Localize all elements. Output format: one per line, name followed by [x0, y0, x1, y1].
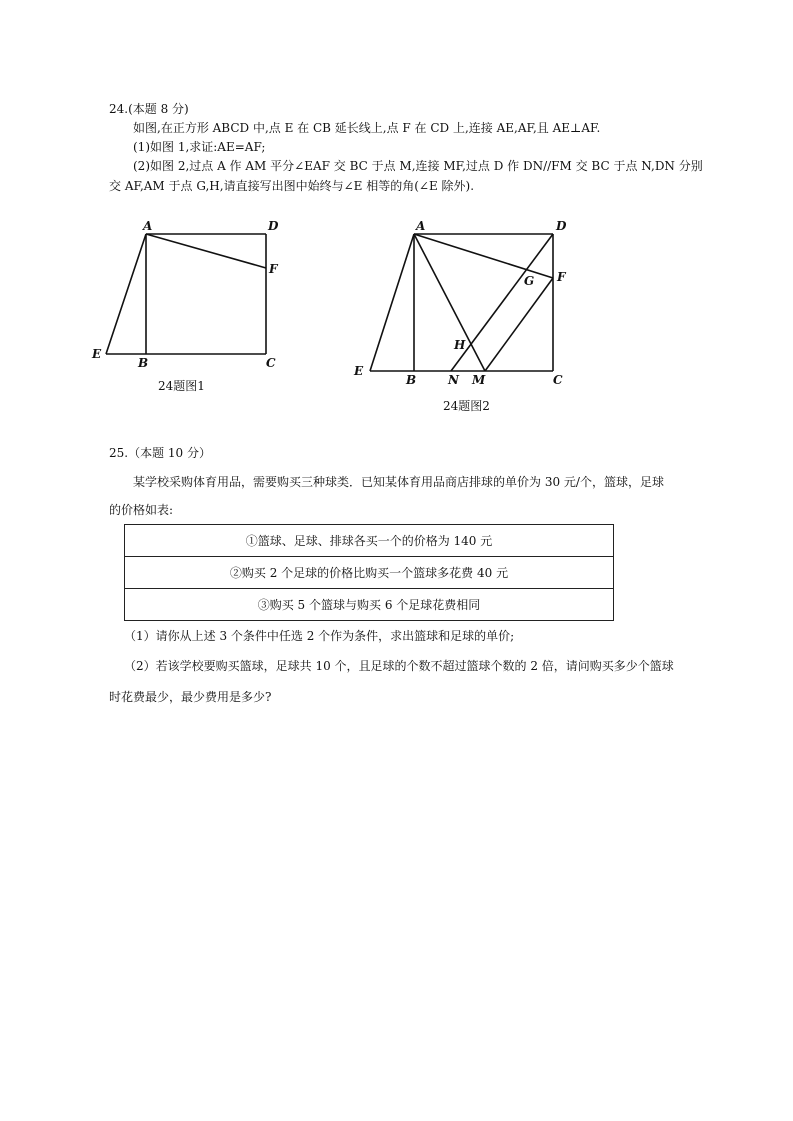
q25-header: 25.（本题 10 分）	[109, 446, 211, 460]
q24-header: 24.(本题 8 分)	[109, 102, 189, 116]
fig2-label-E: E	[354, 364, 364, 378]
fig2-label-A: A	[416, 219, 426, 233]
fig1-caption: 24题图1	[158, 379, 205, 393]
q24-part2-line1: (2)如图 2,过点 A 作 AM 平分∠EAF 交 BC 于点 M,连接 MF,过点 D 作 DN//FM 交 BC 于点 N,DN 分别	[133, 159, 703, 173]
fig2-segment-MF	[485, 278, 553, 371]
fig2-label-B: B	[406, 373, 417, 387]
q25-stem-line2: 的价格如表:	[109, 503, 174, 517]
fig1-label-A: A	[143, 219, 153, 233]
figure-2	[0, 0, 793, 420]
fig2-label-C: C	[553, 373, 563, 387]
fig1-label-D: D	[268, 219, 279, 233]
q25-part2-line2: 时花费最少，最少费用是多少?	[109, 690, 272, 704]
fig2-label-M: M	[472, 373, 486, 387]
condition-row-1	[125, 525, 613, 557]
fig1-label-C: C	[266, 356, 276, 370]
condition-text-1: ①篮球、足球、排球各买一个的价格为 140 元	[245, 534, 493, 548]
fig2-label-N: N	[448, 373, 459, 387]
fig2-segment-AM	[414, 234, 485, 371]
condition-row-3	[125, 589, 613, 620]
fig2-label-F: F	[557, 270, 566, 284]
q24-stem: 如图,在正方形 ABCD 中,点 E 在 CB 延长线上,点 F 在 CD 上,连接 AE,AF,且 AE⊥AF.	[133, 121, 601, 135]
fig1-label-B: B	[138, 356, 149, 370]
fig2-caption: 24题图2	[443, 399, 490, 413]
fig2-segment-DN	[451, 234, 553, 371]
q25-part2-line1: （2）若该学校要购买篮球，足球共 10 个，且足球的个数不超过篮球个数的 2 倍，请问购买多少个篮球	[124, 659, 674, 673]
conditions-table	[124, 524, 614, 621]
fig2-segment-AF	[414, 234, 553, 278]
fig1-label-F: F	[269, 262, 278, 276]
q24-part2-line2: 交 AF,AM 于点 G,H,请直接写出图中始终与∠E 相等的角(∠E 除外).	[109, 179, 475, 193]
condition-text-3: ③购买 5 个篮球与购买 6 个足球花费相同	[257, 598, 481, 612]
q25-stem-line1: 某学校采购体育用品，需要购买三种球类．已知某体育用品商店排球的单价为 30 元/个，篮球，足球	[133, 475, 664, 489]
condition-row-2	[125, 557, 613, 589]
fig2-label-G: G	[524, 274, 535, 288]
fig2-label-D: D	[556, 219, 567, 233]
condition-text-2: ②购买 2 个足球的价格比购买一个篮球多花费 40 元	[229, 566, 509, 580]
q25-part1: （1）请你从上述 3 个条件中任选 2 个作为条件，求出篮球和足球的单价;	[124, 629, 515, 643]
fig2-segment-AE	[370, 234, 414, 371]
fig1-label-E: E	[92, 347, 102, 361]
fig2-label-H: H	[454, 338, 466, 352]
q24-part1: (1)如图 1,求证:AE=AF;	[133, 140, 266, 154]
